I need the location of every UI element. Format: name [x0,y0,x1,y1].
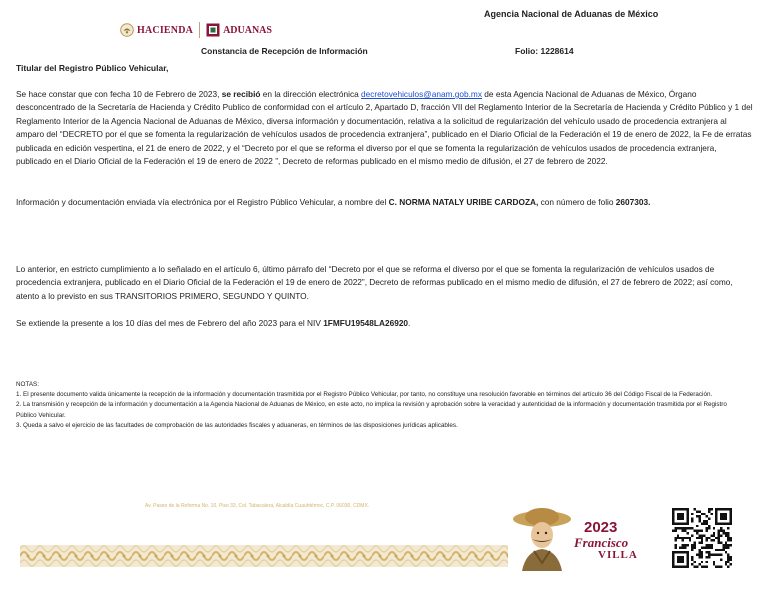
seal-name-first: Francisco [574,535,629,550]
document-title: Constancia de Recepción de Información [201,46,368,56]
agency-name: Agencia Nacional de Aduanas de México [484,9,659,19]
paragraph-legal-basis: Lo anterior, en estricto cumplimiento a lo señalado en el artículo 6, último párrafo del “Decreto por el que se reforma el diverso por el que se fomenta la regularización de vehículos usados de procedencia extranjera, publicado en el Diario Oficial de la Federación el 19 de enero de 2022”, Decreto de reformas publicado en el mismo medio de difusión, el 27 de febrero de 2022; así como, atento a lo previsto en sus TRANSITORIOS PRIMERO, SEGUNDO Y QUINTO. [16,264,733,301]
decorative-band [20,545,508,567]
paragraph-niv [16,317,754,330]
paragraph-text: de esta Agencia Nacional de Aduanas de México, Órgano desconcentrado de la Secretaría de Hacienda y Crédito Publico de conformidad con el artículo 2, Apartado D, fracción VII del Reglamento Interior de la Secretaría de Hacienda y Crédito Público y 1 del Reglamento Interior de la Agencia Nacional de Aduanas de México, diversa información y documentación, relativa a la solicitud de regularización del vehículo usado de procedencia extranjera al amparo del “DECRETO por el que se fomenta la regularización de vehículos usados de procedencia extranjera”, publicado en el Diario Oficial de la Federación el 19 de enero de 2022, la Fe de erratas publicada en edición vespertina, el 21 de enero de 2022, y el “Decreto por el que se reforma el diverso por el que se fomenta la regularización de vehículos usados de procedencia extranjera, publicado en el Diario Oficial de la Federación el 19 de enero de 2022 ”, Decreto de reformas publicado en el mismo medio de difusión, el 27 de febrero de 2022. [16,89,753,167]
hacienda-logo-text: HACIENDA [137,24,194,36]
footer-address: Av. Paseo de la Reforma No. 10, Piso 33, Col. Tabacalera, Alcaldía Cuauhtémoc, C.P. 06030, CDMX. [145,503,370,509]
paragraph-text: en la dirección electrónica [260,89,362,99]
paragraph-text: . [408,318,411,328]
logo-divider [199,22,200,38]
paragraph-receipt [16,88,754,168]
header-logos [120,20,272,40]
aduanas-logo-text: ADUANAS [223,24,272,36]
folio-number: Folio: 1228614 [515,46,574,56]
eagle-emblem-icon [120,23,134,37]
email-link[interactable]: decretovehiculos@anam.gob.mx [361,89,482,99]
hacienda-logo [120,23,193,37]
vehicle-niv: 1FMFU19548LA26920 [323,318,409,328]
received-label: se recibió [221,89,261,99]
notes-section [16,380,746,431]
paragraph-sender [16,196,754,209]
aduanas-emblem-icon [206,23,220,37]
applicant-name: C. NORMA NATALY URIBE CARDOZA, [388,197,539,207]
note-item: 1. El presente documento valida únicamente la recepción de la información y documentación trasmitida por el Registro Público Vehicular, por tanto, no constituye una resolución favorable en términos del artículo 36 del Código Fiscal de la Federación. [16,391,713,399]
portrait-icon [512,507,572,571]
paragraph-text: Se extiende la presente a los 10 días del mes de Febrero del año 2023 para el NIV [16,318,324,328]
applicant-folio: 2607303. [615,197,651,207]
seal-year: 2023 [584,519,618,536]
note-item: 2. La transmisión y recepción de la información y documentación a la Agencia Nacional de Aduanas de México, en este acto, no implica la revisión y aprobación sobre la veracidad y autenticidad de la información y documentación trasmitida por el Registro Público Vehicular. [16,401,727,419]
paragraph-text: Información y documentación enviada vía electrónica por el Registro Público Vehicular, a nombre del [16,197,389,207]
qr-code-icon [672,508,732,568]
paragraph-text: Se hace constar que con fecha 10 de Febrero de 2023, [16,89,222,99]
aduanas-logo [206,23,272,37]
note-item: 3. Queda a salvo el ejercicio de las facultades de comprobación de las autoridades fiscales y aduaneras, en términos de las disposiciones jurídicas aplicables. [16,421,458,429]
paragraph-text: con número de folio [538,197,616,207]
francisco-villa-seal [512,507,638,571]
notes-heading: NOTAS: [16,381,39,388]
seal-name-last: VILLA [598,549,638,561]
addressee: Titular del Registro Público Vehicular, [16,63,169,73]
